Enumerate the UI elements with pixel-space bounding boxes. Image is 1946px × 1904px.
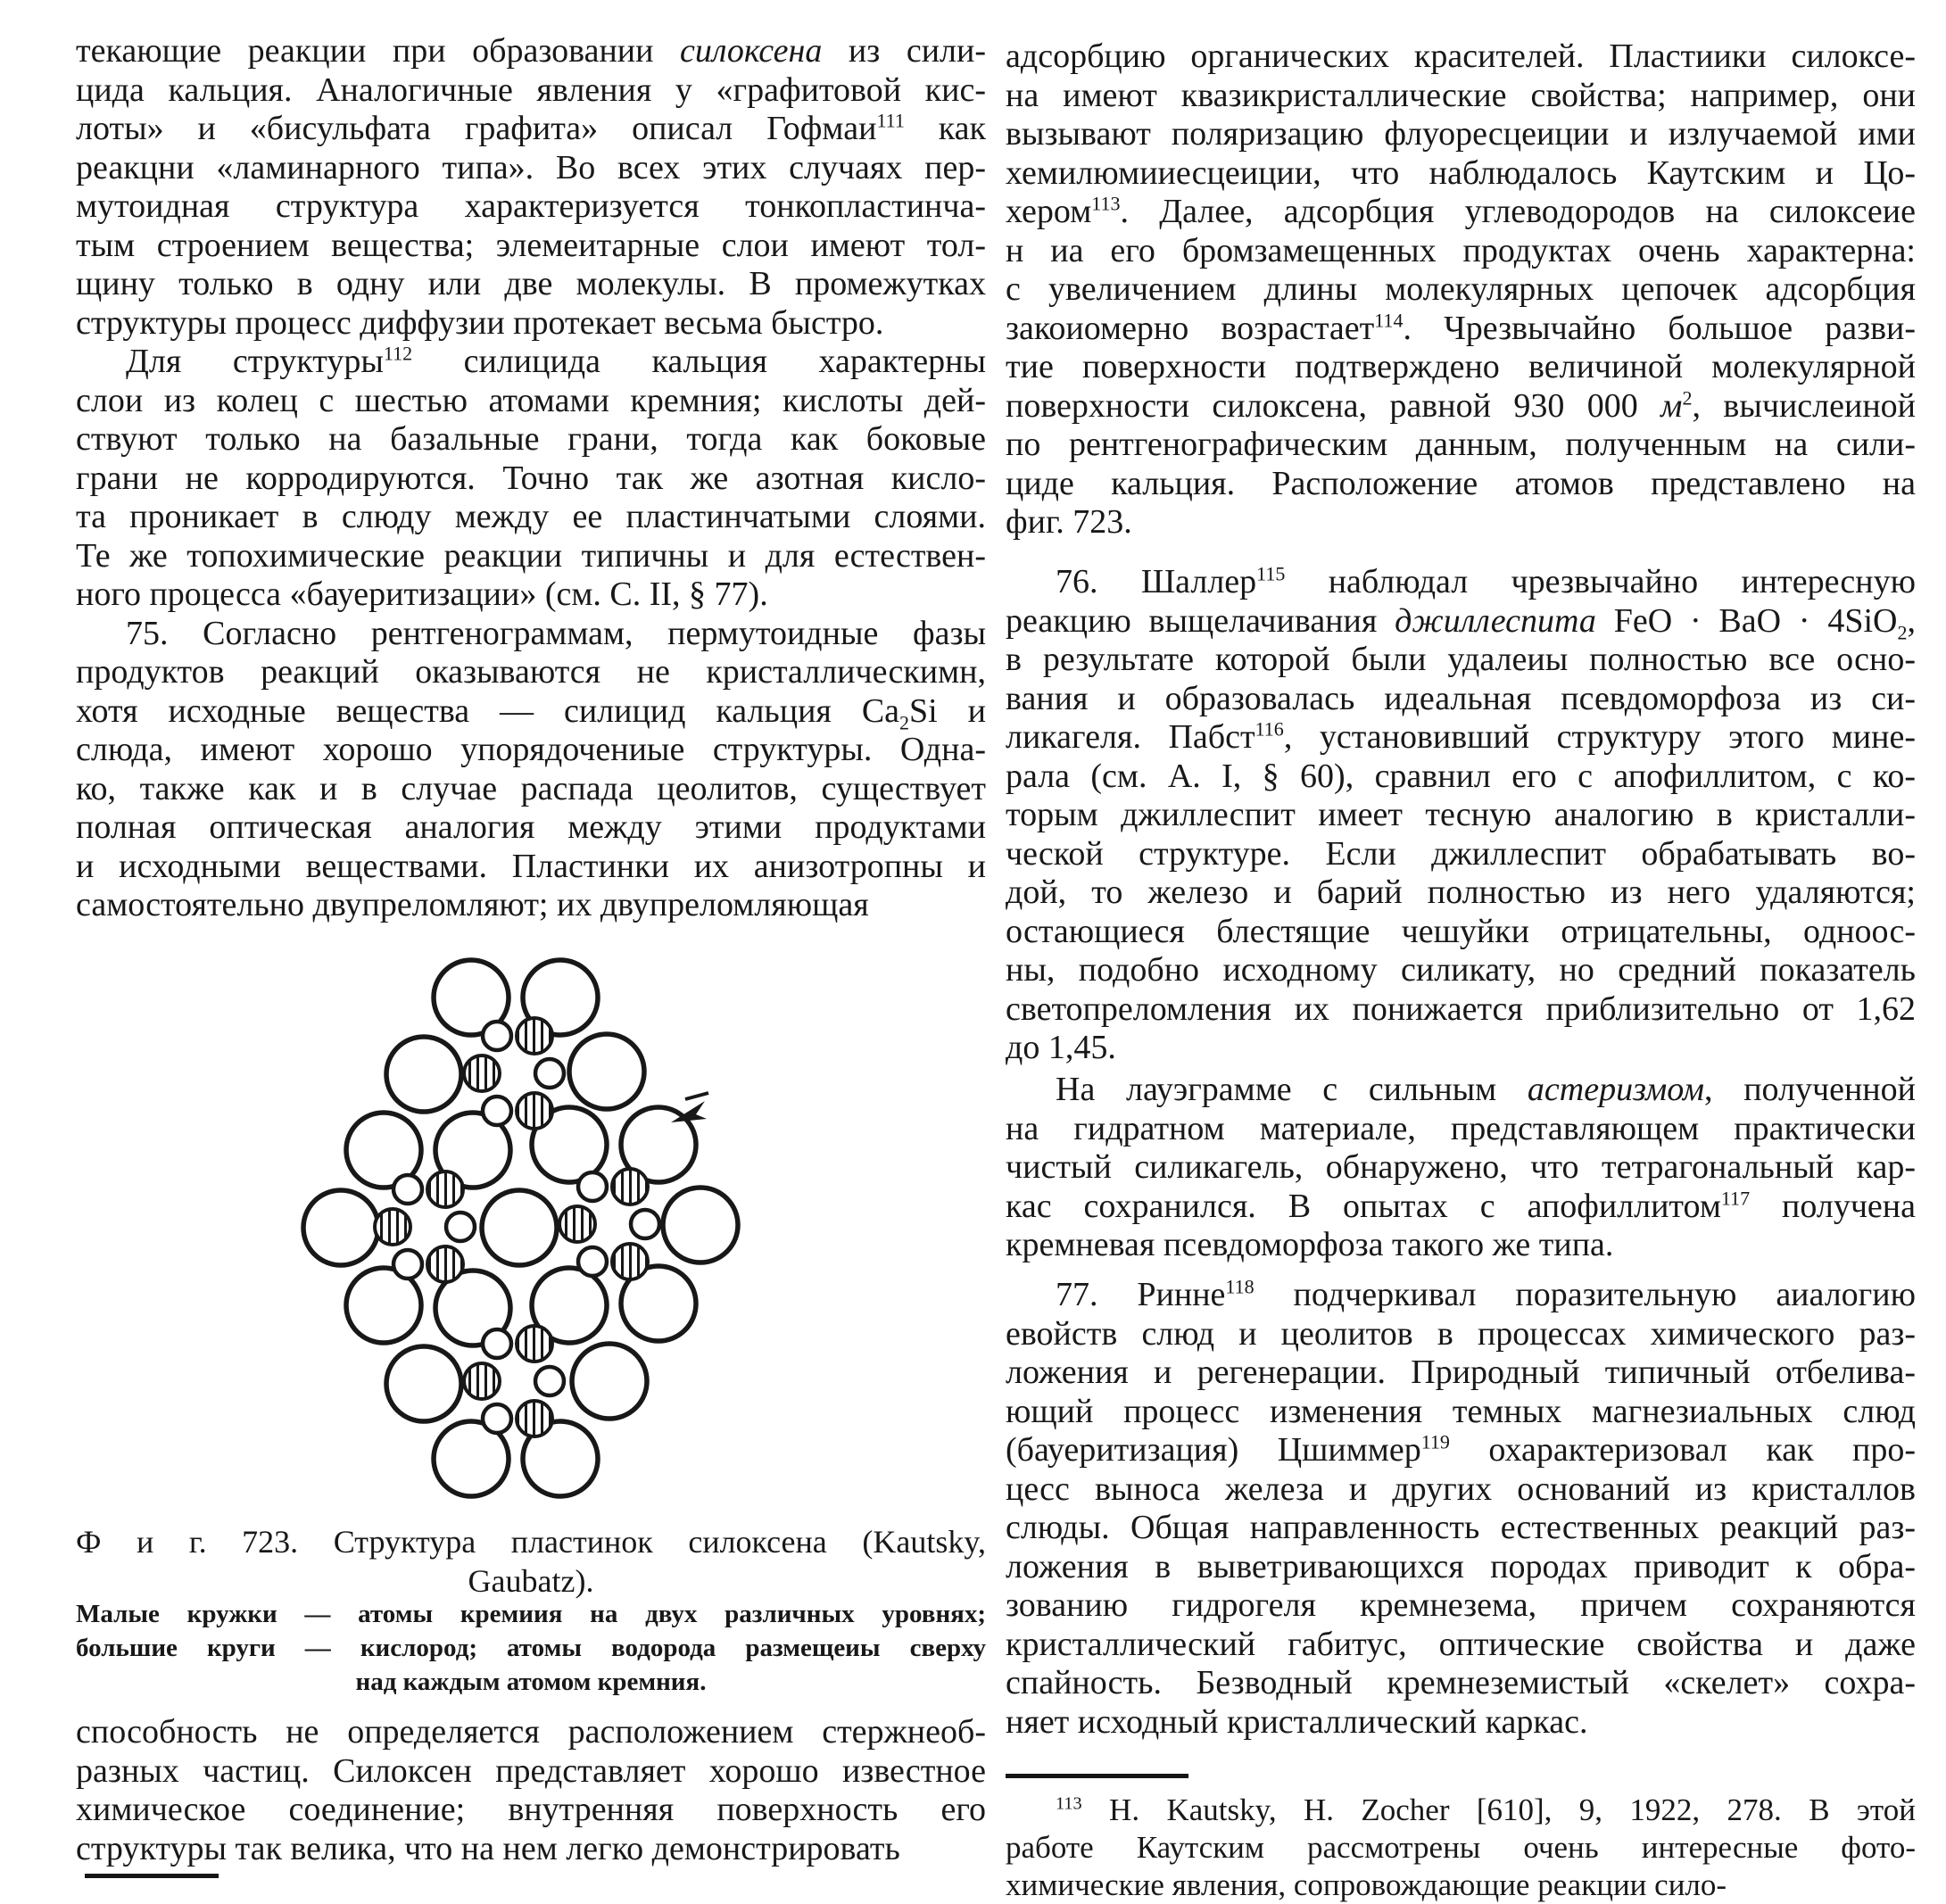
text-line: по рентгенографическим данным, полученным на сили-: [1006, 426, 1916, 463]
text-line: $^{113}$ H. Kautsky, H. Zocher [610], 9, 1922, 278. В этой: [1056, 1792, 1916, 1827]
oxygen-circle: [303, 1190, 378, 1265]
text-line: щину только в одну или две молекулы. В промежутках: [76, 265, 986, 302]
figure-723-diagram: [286, 946, 749, 1508]
paragraph-after-figure: [76, 1713, 986, 1868]
silicon-circle-plain: [393, 1175, 422, 1204]
silicon-circle-hatched: [464, 1363, 500, 1399]
oxygen-circle: [482, 1190, 557, 1265]
silicon-circle-plain: [483, 1097, 511, 1125]
text-line: работе Каутским рассмотрены очень интересные фото-: [1006, 1830, 1916, 1865]
text-line: На лауэграмме с сильным астеризмом, полученной: [1056, 1071, 1916, 1108]
figure-caption-line1: Ф и г. 723. Структура пластинок силоксена (Kautsky,: [76, 1524, 986, 1560]
text-line: дой, то железо и барий полностью из него удаляются;: [1006, 873, 1916, 911]
paragraph-75: [76, 615, 986, 925]
text-line: химическое соединение; внутренняя поверхность его: [76, 1791, 986, 1828]
text-line: до 1,45.: [1006, 1029, 1116, 1066]
text-line: хемилюмииесцеиции, что наблюдалось Каутским и Цо-: [1006, 153, 1916, 192]
text-line: 76. Шаллер$^{115}$ наблюдал чрезвычайно интересную: [1056, 562, 1916, 600]
text-line: цида кальция. Аналогичные явления у «графитовой кис-: [76, 70, 986, 109]
paragraph-intro: [76, 32, 986, 343]
footnote-rule-right: [1006, 1774, 1188, 1778]
oxygen-circle: [663, 1188, 738, 1262]
text-line: ложения в выветривающихся породах приводит к обра-: [1006, 1547, 1916, 1585]
text-line: на гидратном материале, представляющем практически: [1006, 1109, 1916, 1147]
oxygen-circle: [569, 1034, 644, 1109]
text-line: грани не корродируются. Точно так же азотная кисло-: [76, 459, 986, 497]
text-line: ного процесса «бауеритизации» (см. С. II, § 77).: [76, 575, 768, 613]
text-line: ко, также как и в случае распада цеолитов, существует: [76, 769, 986, 807]
text-line: структуры процесс диффузии протекает весьма быстро.: [76, 303, 884, 342]
text-line: ствуют только на базальные грани, тогда как боковые: [76, 420, 986, 458]
paragraph-77: [1006, 1276, 1916, 1742]
paragraph-laue: [1006, 1071, 1916, 1265]
text-line: Малые кружки — атомы кремиия на двух различных уровнях;: [76, 1600, 986, 1628]
silicon-circle-hatched: [517, 1401, 552, 1436]
text-line: фиг. 723.: [1006, 503, 1132, 541]
text-line: няет исходный кристаллический каркас.: [1006, 1702, 1588, 1741]
oxygen-circle: [572, 1344, 647, 1419]
text-line: ющий процесс изменения темных магнезиальных слюд: [1006, 1392, 1916, 1430]
text-line: продуктов реакций оказываются не кристаллическимн,: [76, 653, 986, 691]
oxygen-circle: [386, 1037, 461, 1112]
silicon-circle-hatched: [517, 1326, 552, 1362]
silicon-circle-plain: [535, 1367, 564, 1395]
text-line: 77. Ринне$^{118}$ подчеркивал поразительную аиалогию: [1056, 1275, 1916, 1313]
figure-legend: [76, 1597, 986, 1699]
silicon-circle-plain: [631, 1210, 659, 1238]
footnote-rule-left: [85, 1874, 219, 1878]
text-line: вания и образовалась идеальная псевдоморфоза из си-: [1006, 679, 1916, 717]
text-line: светопреломления их понижается приблизительно от 1,62: [1006, 989, 1916, 1028]
text-line: цесс выноса железа и других оснований из кристаллов: [1006, 1469, 1916, 1508]
text-line: тие поверхности подтверждено величиной молекулярной: [1006, 348, 1916, 385]
text-line: поверхности силоксена, равной 930 000 $м^2$, вычислеиной: [1006, 385, 1916, 425]
silicon-circle-hatched: [517, 1093, 552, 1129]
paragraph-76: [1006, 563, 1916, 1068]
text-line: мутоидная структура характеризуется тонкопластинча-: [76, 187, 986, 225]
silicon-circle-plain: [393, 1250, 422, 1279]
silicon-circle-plain: [483, 1022, 511, 1050]
text-line: на имеют квазикристаллические свойства; например, они: [1006, 76, 1916, 114]
text-line: торым джиллеспит имеет тесную аналогию в кристалли-: [1006, 796, 1916, 833]
silicon-circle-plain: [446, 1213, 475, 1241]
figure-caption-line2: Gaubatz).: [468, 1563, 594, 1599]
paragraph-adsorption: [1006, 37, 1916, 542]
text-line: самостоятельно двупреломляют; их двупреломляющая: [76, 886, 869, 923]
annotation-arrow-tail: [685, 1093, 708, 1099]
text-line: чистый силикагель, обнаружено, что тетрагональный кар-: [1006, 1148, 1916, 1186]
silicon-circle-plain: [483, 1404, 511, 1433]
text-line: (бауеритизация) Цшиммер$^{119}$ охарактеризовал как про-: [1006, 1430, 1916, 1469]
text-line: зованию гидрогеля кремнезема, причем сохраняются: [1006, 1586, 1916, 1624]
footnote-113: [1006, 1792, 1916, 1904]
paragraph-structure: [76, 343, 986, 615]
text-line: ческой структуре. Если джиллеспит обрабатывать во-: [1006, 834, 1916, 873]
silicon-circle-plain: [578, 1247, 607, 1276]
text-line: ложения и регенерации. Природный типичный отбелива-: [1006, 1353, 1916, 1391]
text-line: ны, подобно исходному силикату, но средний показатель: [1006, 951, 1916, 989]
text-line: способность не определяется расположением стержнеоб-: [76, 1713, 986, 1751]
text-line: хотя исходные вещества — силицид кальция $Ca_2Si$ и: [76, 691, 986, 734]
text-line: Те же топохимические реакции типичны и для естествен-: [76, 536, 986, 575]
oxygen-circle: [386, 1346, 461, 1421]
text-line: реакцию выщелачивания джиллеспита FeO · BaO · 4SiO$_2$,: [1006, 601, 1916, 644]
text-line: текающие реакции при образовании силоксена из сили-: [76, 32, 986, 70]
silicon-circle-hatched: [559, 1206, 595, 1242]
text-line: реакцни «ламинарного типа». Во всех этих случаях пер-: [76, 148, 986, 186]
text-line: та проникает в слюду между ее пластинчатыми слоями.: [76, 498, 986, 535]
text-line: химические явления, сопровождающие реакции сило-: [1006, 1867, 1727, 1902]
text-line: рала (см. А. I, § 60), сравнил его с апофиллитом, с ко-: [1006, 757, 1916, 795]
text-line: н иа его бромзамещенных продуктах очень характерна:: [1006, 231, 1916, 269]
text-line: с увеличением длины молекулярных цепочек адсорбция: [1006, 270, 1916, 308]
silicon-circle-hatched: [427, 1171, 463, 1207]
silicon-circle-hatched: [517, 1018, 552, 1054]
text-line: структуры так велика, что на нем легко демонстрировать: [76, 1829, 900, 1867]
text-line: ликагеля. Пабст$^{116}$, установивший структуру этого мине-: [1006, 717, 1917, 756]
silicon-circle-hatched: [612, 1244, 648, 1279]
text-line: закоиомерно возрастает$^{114}$. Чрезвычайно большое разви-: [1006, 308, 1917, 347]
silicon-circle-plain: [578, 1172, 607, 1201]
figure-caption: [76, 1522, 986, 1601]
text-line: кас сохранился. В опытах с апофиллитом$^{117}$ получена: [1006, 1186, 1916, 1225]
silicon-circle-hatched: [464, 1055, 500, 1091]
text-line: слюда, имеют хорошо упорядочениые структуры. Одна-: [76, 731, 986, 768]
silicon-circle-hatched: [612, 1169, 648, 1204]
silicon-circle-hatched: [375, 1209, 410, 1245]
silicon-circle-hatched: [427, 1246, 463, 1282]
text-line: кристаллический габитус, оптические свойства и даже: [1006, 1625, 1916, 1663]
text-line: 75. Согласно рентгенограммам, пермутоидные фазы: [126, 614, 986, 652]
text-line: адсорбцию органических красителей. Пластиики силоксе-: [1006, 37, 1916, 75]
text-line: большие круги — кислород; атомы водорода размещеиы сверху: [76, 1634, 986, 1662]
silicon-circle-plain: [535, 1059, 564, 1088]
text-line: вызывают поляризацию флуоресцеиции и излучаемой ими: [1006, 115, 1916, 153]
text-line: слои из колец с шестью атомами кремния; кислоты дей-: [76, 381, 986, 419]
text-line: остающиеся блестящие чешуйки отрицательны, одноос-: [1006, 912, 1916, 950]
text-line: разных частиц. Силоксен представляет хорошо известное: [76, 1751, 986, 1790]
text-line: в результате которой были удалеиы полностью все осно-: [1006, 641, 1916, 678]
text-line: полная оптическая аналогия между этими продуктами: [76, 808, 986, 846]
text-line: хером$^{113}$. Далее, адсорбция углеводородов на силоксеие: [1006, 192, 1916, 230]
text-line: кремневая псевдоморфоза такого же типа.: [1006, 1226, 1614, 1263]
text-line: циде кальция. Расположение атомов представлено на: [1006, 464, 1916, 502]
text-line: слюды. Общая направленность естественных реакций раз-: [1006, 1509, 1916, 1546]
silicon-circle-plain: [483, 1329, 511, 1358]
text-line: тым строением вещества; элемеитарные слои имеют тол-: [76, 226, 986, 264]
text-line: спайность. Безводный кремнеземистый «скелет» сохра-: [1006, 1664, 1916, 1701]
text-line: Для структуры$^{112}$ силицида кальция характерны: [126, 342, 987, 380]
text-line: над каждым атомом кремния.: [355, 1668, 707, 1696]
text-line: лоты» и «бисульфата графита» описал Гофмаи$^{111}$ как: [76, 109, 987, 147]
text-line: и исходными веществами. Пластинки их анизотропны и: [76, 847, 986, 885]
text-line: евойств слюд и цеолитов в процессах химического раз-: [1006, 1314, 1916, 1353]
left-column: [76, 32, 986, 925]
